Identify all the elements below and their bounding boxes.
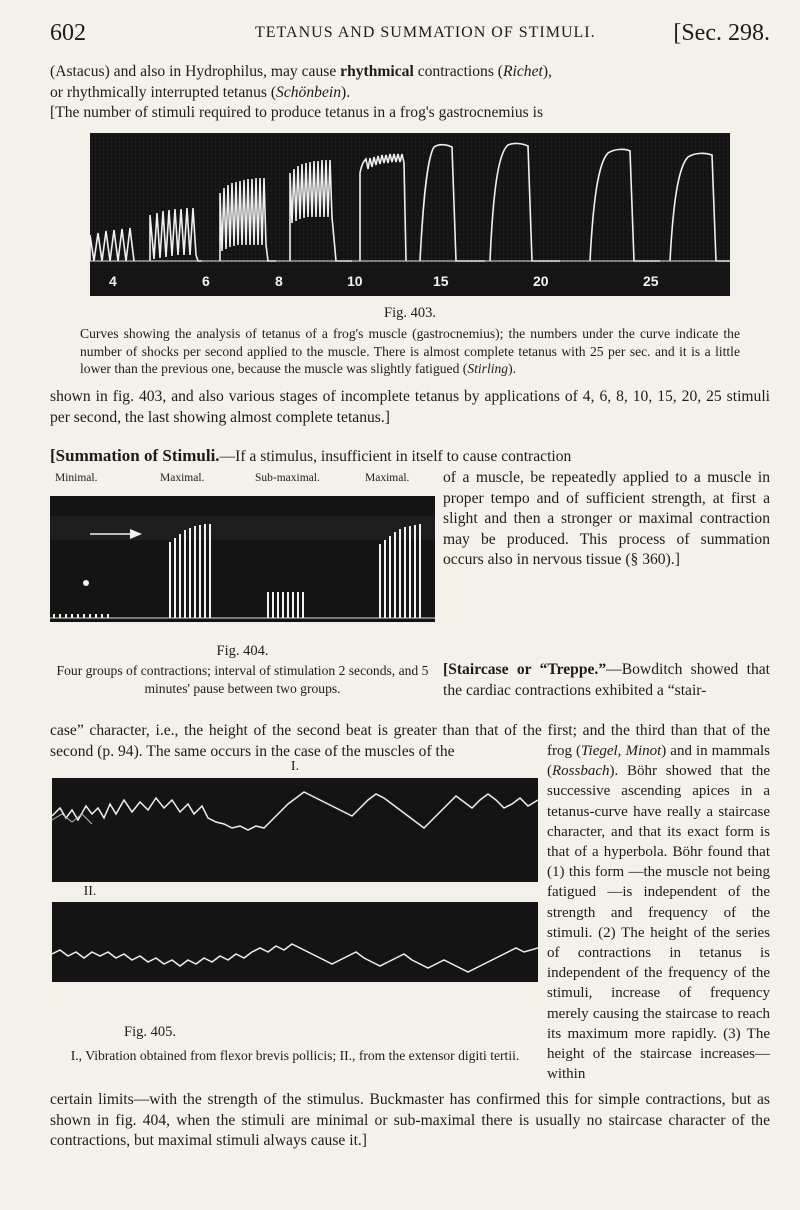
fig-404-caption: Four groups of contractions; interval of stimulation 2 seconds, and 5 minutes' pause between two groups. <box>56 663 429 696</box>
tetanus-curves <box>90 133 730 273</box>
side-text: ) and in mammals ( <box>547 743 770 780</box>
summation-text: —If a stimulus, insufficient in itself to cause contraction <box>219 448 572 465</box>
stim-number: 10 <box>347 273 363 289</box>
running-title: TETANUS AND SUMMATION OF STIMULI. <box>255 24 596 41</box>
fig-405-panel-1 <box>52 778 538 882</box>
side-text: frog ( <box>547 743 582 759</box>
intro-text: ), <box>542 63 552 80</box>
paragraph-staircase: case” character, i.e., the height of the second beat is greater than that of the first; and the third than that of the second (p. 94). The same occurs in the case of the muscles of the <box>50 722 770 760</box>
final-paragraph: certain limits—with the strength of the stimulus. Buckmaster has confirmed this for simple contractions, but as shown in fig. 404, when the stimuli are minimal or sub-maximal there is usually no staircase character of the contractions, but maximal stimuli always cause it.] <box>50 1091 770 1149</box>
page-number: 602 <box>50 20 86 46</box>
summation-side-text: of a muscle, be repeatedly applied to a muscle in proper tempo and of sufficient strength, at first a slight and then a stronger or maximal contraction may be produced. This process of summation occurs also in nervous tissue (§ 360).] <box>443 469 770 568</box>
stim-number: 15 <box>433 273 449 289</box>
staircase-heading: [Staircase or “Treppe.” <box>443 661 607 678</box>
fig-403-tracing <box>90 133 730 296</box>
fig-403-numbers <box>90 270 730 296</box>
intro-line-2 <box>50 83 770 104</box>
intro-line-1 <box>50 62 770 83</box>
dot-marker <box>83 580 89 586</box>
staircase-text: —Bowditch showed that the cardiac contractions exhibited a “stair- <box>443 661 770 699</box>
stim-number: 20 <box>533 273 549 289</box>
side-text: ). Böhr showed that the successive ascending apices in a tetanus-curve have really a staircase character, and that its exact form is that of a hyperbola. Böhr found that (1) this form —the muscle not being fatigued —is independent of the strength and frequency of the stimuli. (2) The height of the series of contractions in tetanus is independent of the frequency of the stimuli, increase of frequency merely causing the staircase to reach its maximum more rapidly. (3) The height of the staircase increases—within <box>547 763 770 1083</box>
bohr-side-text <box>547 741 770 1084</box>
fig-403-caption <box>80 325 740 378</box>
section-number: [Sec. 298. <box>673 20 770 46</box>
fig-405-label: Fig. 405. <box>124 1024 176 1040</box>
caption-text: ). <box>508 361 517 376</box>
stim-number: 6 <box>202 273 210 289</box>
fig-405-caption: I., Vibration obtained from flexor brevis pollicis; II., from the extensor digiti tertii. <box>70 1048 520 1063</box>
vibration-trace-2 <box>52 902 538 982</box>
fig-404-labels <box>50 472 435 490</box>
fig-405-panel-2 <box>52 902 538 982</box>
stim-number: 8 <box>275 273 283 289</box>
page-header <box>50 16 770 46</box>
label-maximal-2: Maximal. <box>365 472 410 484</box>
caption-text: Curves showing the analysis of tetanus of a frog's muscle (gastrocnemius); the numbers under the curve indicate the number of shocks per second applied to the muscle. There is almost complete tetanus with 25 per sec. and it is a little lower than the previous one, because the muscle was slightly fatigued ( <box>80 326 740 376</box>
summation-heading: [Summation of Stimuli. <box>50 446 220 465</box>
intro-paragraph <box>50 62 770 124</box>
rhythmical-term: rhythmical <box>340 63 414 80</box>
vibration-trace-1 <box>52 778 538 882</box>
intro-line-3: [The number of stimuli required to produce tetanus in a frog's gastrocnemius is <box>50 104 544 121</box>
staircase-side-text <box>443 660 770 701</box>
contraction-groups <box>50 496 435 622</box>
fig-404-label: Fig. 404. <box>216 643 269 659</box>
fig-404 <box>50 472 435 622</box>
intro-text: (Astacus) and also in Hydrophilus, may cause <box>50 63 341 80</box>
label-minimal: Minimal. <box>55 472 98 484</box>
stim-number: 4 <box>109 273 117 289</box>
author-richet: Richet <box>503 63 543 80</box>
author-stirling: Stirling <box>467 361 509 376</box>
label-maximal: Maximal. <box>160 472 205 484</box>
stim-number: 25 <box>643 273 659 289</box>
paragraph-fig403-ref: shown in fig. 403, and also various stages of incomplete tetanus by applications of 4, 6, 8, 10, 15, 20, 25 stimuli per second, the last showing almost complete tetanus.] <box>50 388 770 426</box>
summation-first-line <box>50 446 770 468</box>
fig-404-tracing <box>50 496 435 622</box>
author-schonbein: Schönbein <box>276 83 342 101</box>
label-submaximal: Sub-maximal. <box>255 472 320 484</box>
fig-403-label: Fig. 403. <box>384 305 436 321</box>
intro-text: contractions ( <box>413 63 503 80</box>
authors-tiegel-minot: Tiegel, Minot <box>581 743 662 759</box>
author-rossbach: Rossbach <box>552 763 610 780</box>
group-maximal <box>170 524 210 618</box>
intro-text: or rhythmically interrupted tetanus ( <box>50 83 277 101</box>
intro-text: ). <box>341 83 351 101</box>
fig-405-panel-1-label: I. <box>290 759 300 774</box>
fig-405-panel-2-label: II. <box>83 884 97 899</box>
